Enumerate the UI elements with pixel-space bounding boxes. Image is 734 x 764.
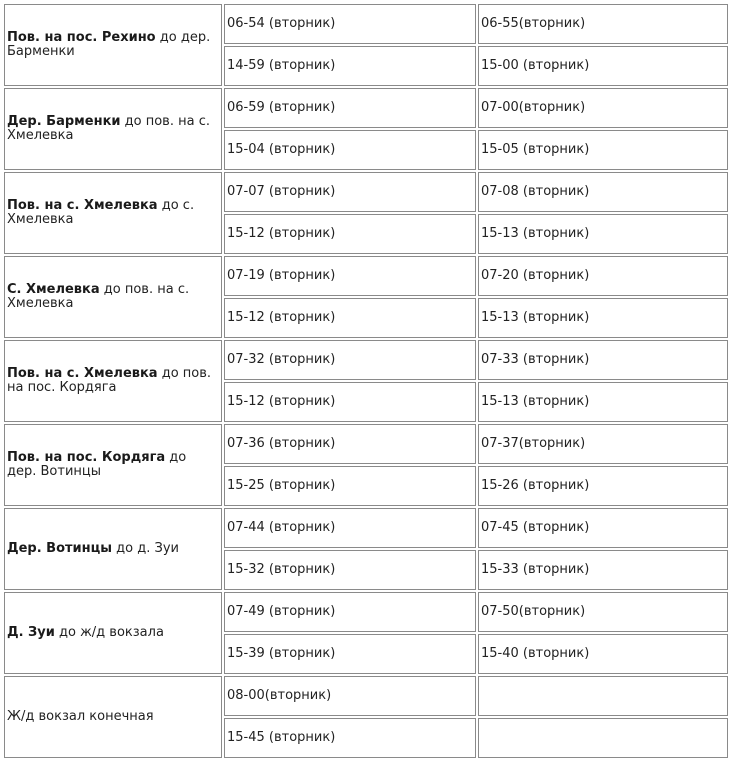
table-row bbox=[4, 256, 728, 296]
departure-time-cell: 15-12 (вторник) bbox=[224, 298, 476, 338]
route-cell bbox=[4, 256, 222, 338]
schedule-table bbox=[2, 2, 730, 760]
route-cell bbox=[4, 424, 222, 506]
route-from: Пов. на пос. Кордяга bbox=[7, 450, 166, 465]
departure-time-cell: 15-12 (вторник) bbox=[224, 214, 476, 254]
route-cell bbox=[4, 172, 222, 254]
arrival-time-cell: 07-00(вторник) bbox=[478, 88, 728, 128]
departure-time-cell: 15-45 (вторник) bbox=[224, 718, 476, 758]
route-to: до пов. на пос. Кордяга bbox=[7, 366, 212, 395]
departure-time-cell: 15-25 (вторник) bbox=[224, 466, 476, 506]
route-from: Пов. на пос. Рехино bbox=[7, 30, 156, 45]
table-row bbox=[4, 172, 728, 212]
departure-time-cell: 06-54 (вторник) bbox=[224, 4, 476, 44]
arrival-time-cell: 07-37(вторник) bbox=[478, 424, 728, 464]
arrival-time-cell: 15-40 (вторник) bbox=[478, 634, 728, 674]
arrival-time-cell bbox=[478, 718, 728, 758]
departure-time-cell: 07-44 (вторник) bbox=[224, 508, 476, 548]
arrival-time-cell: 07-33 (вторник) bbox=[478, 340, 728, 380]
departure-time-cell: 15-32 (вторник) bbox=[224, 550, 476, 590]
arrival-time-cell: 15-33 (вторник) bbox=[478, 550, 728, 590]
route-from: Дер. Барменки bbox=[7, 114, 121, 129]
table-row bbox=[4, 88, 728, 128]
arrival-time-cell: 15-13 (вторник) bbox=[478, 298, 728, 338]
route-cell bbox=[4, 508, 222, 590]
departure-time-cell: 07-07 (вторник) bbox=[224, 172, 476, 212]
departure-time-cell: 07-36 (вторник) bbox=[224, 424, 476, 464]
table-row bbox=[4, 676, 728, 716]
table-row bbox=[4, 4, 728, 44]
departure-time-cell: 06-59 (вторник) bbox=[224, 88, 476, 128]
route-cell bbox=[4, 340, 222, 422]
arrival-time-cell bbox=[478, 676, 728, 716]
arrival-time-cell: 15-26 (вторник) bbox=[478, 466, 728, 506]
arrival-time-cell: 15-13 (вторник) bbox=[478, 382, 728, 422]
route-to: до дер. Вотинцы bbox=[7, 450, 187, 479]
departure-time-cell: 15-04 (вторник) bbox=[224, 130, 476, 170]
route-cell bbox=[4, 88, 222, 170]
route-from: Дер. Вотинцы bbox=[7, 541, 113, 556]
route-to: Ж/д вокзал конечная bbox=[7, 709, 154, 724]
departure-time-cell: 07-32 (вторник) bbox=[224, 340, 476, 380]
arrival-time-cell: 07-08 (вторник) bbox=[478, 172, 728, 212]
table-row bbox=[4, 592, 728, 632]
arrival-time-cell: 07-50(вторник) bbox=[478, 592, 728, 632]
route-cell bbox=[4, 4, 222, 86]
departure-time-cell: 14-59 (вторник) bbox=[224, 46, 476, 86]
departure-time-cell: 08-00(вторник) bbox=[224, 676, 476, 716]
arrival-time-cell: 15-00 (вторник) bbox=[478, 46, 728, 86]
route-to: до дер. Барменки bbox=[7, 30, 211, 59]
departure-time-cell: 07-19 (вторник) bbox=[224, 256, 476, 296]
route-to: до пов. на с. Хмелевка bbox=[7, 282, 190, 311]
departure-time-cell: 07-49 (вторник) bbox=[224, 592, 476, 632]
route-from: С. Хмелевка bbox=[7, 282, 100, 297]
route-cell bbox=[4, 676, 222, 758]
route-from: Пов. на с. Хмелевка bbox=[7, 198, 158, 213]
table-row bbox=[4, 508, 728, 548]
arrival-time-cell: 15-13 (вторник) bbox=[478, 214, 728, 254]
departure-time-cell: 15-12 (вторник) bbox=[224, 382, 476, 422]
route-to: до ж/д вокзала bbox=[54, 625, 164, 640]
route-to: до д. Зуи bbox=[112, 541, 179, 556]
route-from: Д. Зуи bbox=[7, 625, 55, 640]
table-row bbox=[4, 424, 728, 464]
departure-time-cell: 15-39 (вторник) bbox=[224, 634, 476, 674]
arrival-time-cell: 07-20 (вторник) bbox=[478, 256, 728, 296]
route-cell bbox=[4, 592, 222, 674]
arrival-time-cell: 06-55(вторник) bbox=[478, 4, 728, 44]
route-to: до пов. на с. Хмелевка bbox=[7, 114, 210, 143]
schedule-body bbox=[4, 4, 728, 758]
route-to: до с. Хмелевка bbox=[7, 198, 195, 227]
route-from: Пов. на с. Хмелевка bbox=[7, 366, 158, 381]
arrival-time-cell: 15-05 (вторник) bbox=[478, 130, 728, 170]
arrival-time-cell: 07-45 (вторник) bbox=[478, 508, 728, 548]
table-row bbox=[4, 340, 728, 380]
